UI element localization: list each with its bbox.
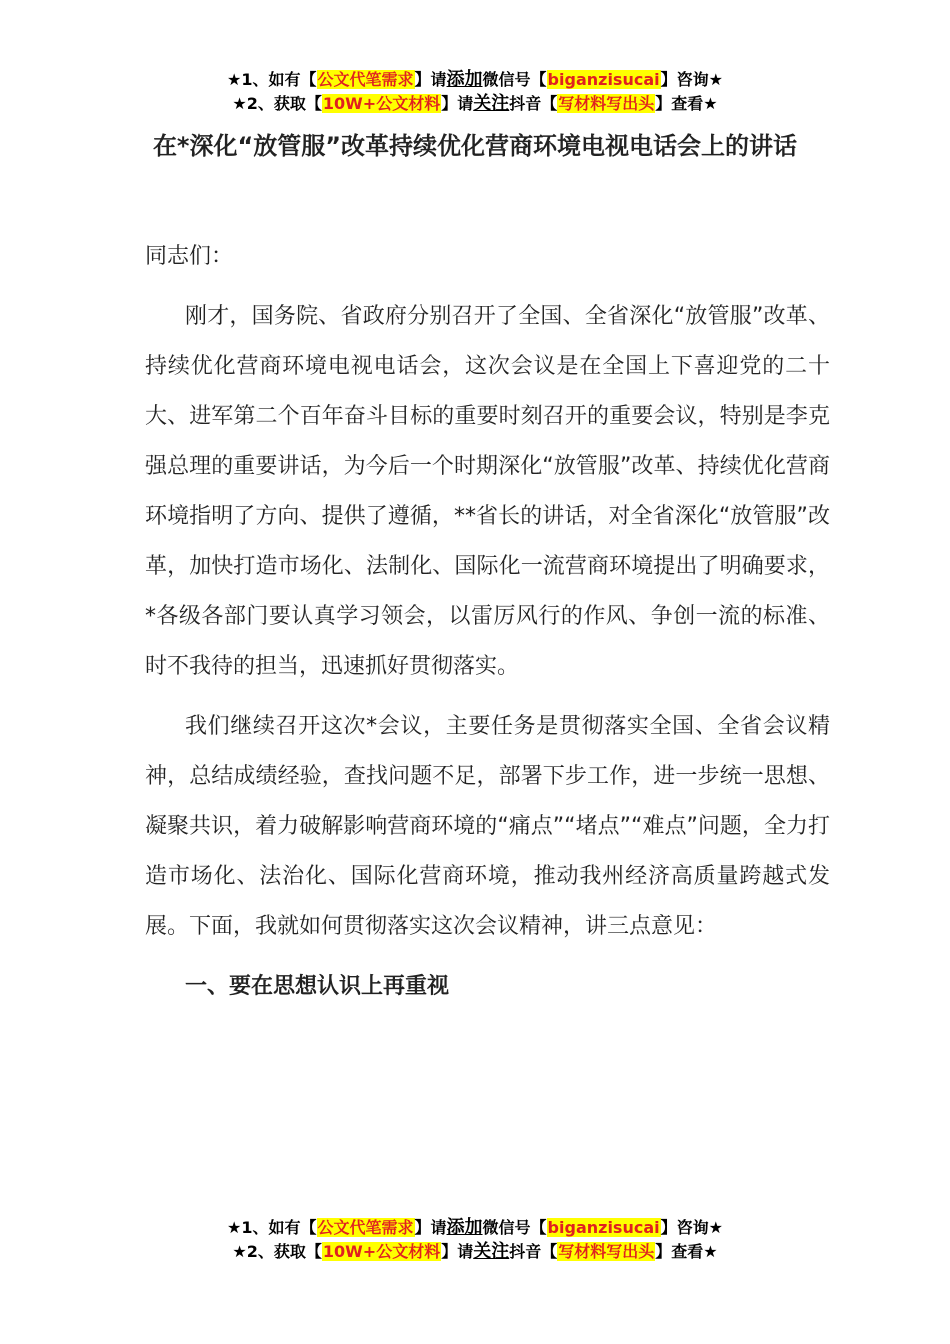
banner-text: ★1、如有【 [227,70,317,89]
banner-line-1 [0,68,950,92]
banner-text: ★2、获取【 [232,94,322,113]
banner-text: 】请 [441,94,474,113]
banner-highlight: 公文代笔需求 [317,1218,414,1237]
banner-highlight: biganzisucai [547,1218,660,1237]
banner-emphasis: 添加 [446,1217,483,1238]
banner-text: 】查看★ [655,1242,718,1261]
banner-text: 】请 [414,70,447,89]
banner-line-2 [0,1240,950,1264]
banner-text: 抖音【 [509,94,558,113]
banner-text: 】查看★ [655,94,718,113]
banner-text: ★1、如有【 [227,1218,317,1237]
banner-text: 微信号【 [482,1218,547,1237]
salutation: 同志们： [145,244,234,269]
banner-emphasis: 关注 [473,1241,510,1262]
paragraph: 我们继续召开这次*会议，主要任务是贯彻落实全国、全省会议精神，总结成绩经验，查找问题不足，部署下步工作，进一步统一思想、凝聚共识，着力破解影响营商环境的“痛点”“堵点”“难点”问题，全力打造市场化、法治化、国际化营商环境，推动我州经济高质量跨越式发展。下面，我就如何贯彻落实这次会议精神，讲三点意见： [145,714,830,939]
section-heading: 一、要在思想认识上再重视 [185,974,450,999]
banner-line-2 [0,92,950,116]
banner-text: 抖音【 [509,1242,558,1261]
document-body [145,232,830,1022]
banner-highlight: 10W+公文材料 [322,94,441,113]
banner-text: 】咨询★ [660,1218,723,1237]
banner-highlight: 写材料写出头 [558,1242,655,1261]
banner-text: ★2、获取【 [232,1242,322,1261]
document-title: 在*深化“放管服”改革持续优化营商环境电视电话会上的讲话 [152,132,798,160]
banner-text: 】咨询★ [660,70,723,89]
banner-highlight: 公文代笔需求 [317,70,414,89]
banner-text: 】请 [414,1218,447,1237]
banner-text: 】请 [441,1242,474,1261]
banner-emphasis: 添加 [446,69,483,90]
banner-emphasis: 关注 [473,93,510,114]
banner-highlight: biganzisucai [547,70,660,89]
footer-banner [0,1216,950,1264]
banner-highlight: 10W+公文材料 [322,1242,441,1261]
banner-line-1 [0,1216,950,1240]
header-banner [0,68,950,116]
banner-text: 微信号【 [482,70,547,89]
paragraph: 刚才，国务院、省政府分别召开了全国、全省深化“放管服”改革、持续优化营商环境电视电话会，这次会议是在全国上下喜迎党的二十大、进军第二个百年奋斗目标的重要时刻召开的重要会议，特别是李克强总理的重要讲话，为今后一个时期深化“放管服”改革、持续优化营商环境指明了方向、提供了遵循，**省长的讲话，对全省深化“放管服”改革，加快打造市场化、法制化、国际化一流营商环境提出了明确要求，*各级各部门要认真学习领会，以雷厉风行的作风、争创一流的标准、时不我待的担当，迅速抓好贯彻落实。 [145,304,830,679]
banner-highlight: 写材料写出头 [558,94,655,113]
